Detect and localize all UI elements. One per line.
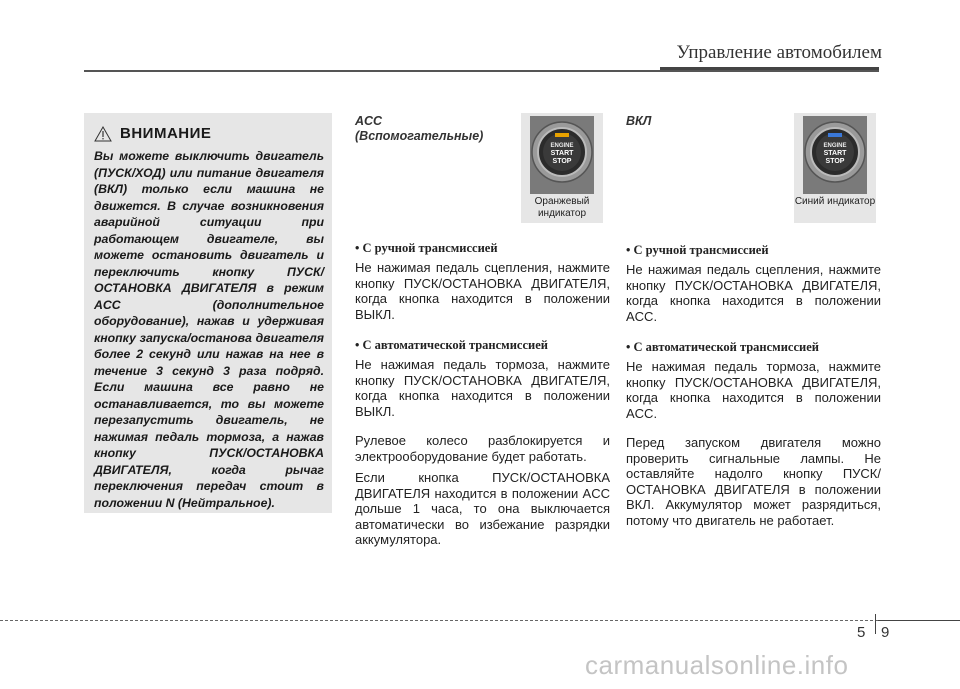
on-auto-text: Не нажимая педаль тормоза, нажмите кнопку ПУСК/ОСТАНОВКА ДВИГАТЕЛЯ, когда кнопка находится в положении ACC. bbox=[626, 359, 881, 421]
on-title: ВКЛ bbox=[626, 114, 652, 128]
engine-start-button-icon bbox=[803, 116, 867, 194]
on-btn-line3: STOP bbox=[825, 158, 845, 165]
engine-start-button-icon bbox=[530, 116, 594, 194]
footer-divider bbox=[875, 614, 876, 634]
acc-indicator-lamp bbox=[555, 133, 569, 137]
acc-btn-line1: ENGINE bbox=[550, 143, 574, 149]
warning-text: Вы можете выключить двигатель (ПУСК/ХОД) или питание двигателя (ВКЛ) только если машина не движется. В случае возникновения аварийной ситуации при работающем двигателе, вы можете остановить двигатель и переключить кнопку ПУСК/ОСТАНОВКА ДВИГАТЕЛЯ в режим ACC (дополнительное оборудование), нажав и удерживая кнопку запуска/останова двигателя более 2 секунд или нажав на нее в течение 3 секунд 3 раза подряд. Если машина все равно не останавливается, то вы можете перезапустить двигатель, не нажимая педаль тормоза, а нажав кнопку ПУСК/ОСТАНОВКА ДВИГАТЕЛЯ, когда рычаг переключения передач стоит в положении N (Нейтральное). bbox=[94, 149, 324, 510]
header-rule bbox=[84, 70, 879, 72]
acc-btn-line3: STOP bbox=[552, 158, 572, 165]
footer-rule-accent bbox=[878, 620, 960, 621]
acc-para-steering: Рулевое колесо разблокируется и электрооборудование будет работать. bbox=[355, 433, 610, 464]
on-indicator-lamp bbox=[828, 133, 842, 137]
on-button-figure bbox=[794, 113, 876, 223]
acc-button-figure bbox=[521, 113, 603, 223]
warning-header bbox=[94, 125, 324, 142]
acc-manual-text: Не нажимая педаль сцепления, нажмите кнопку ПУСК/ОСТАНОВКА ДВИГАТЕЛЯ, когда кнопка находится в положении ВЫКЛ. bbox=[355, 260, 610, 322]
on-auto-heading: • С автоматической трансмиссией bbox=[626, 340, 819, 354]
acc-title: ACC bbox=[355, 114, 383, 128]
on-column bbox=[626, 113, 881, 528]
page-number: 9 bbox=[881, 624, 890, 641]
acc-btn-line2: START bbox=[550, 150, 574, 157]
chapter-number: 5 bbox=[857, 624, 866, 641]
acc-manual-heading: • С ручной трансмиссией bbox=[355, 241, 498, 255]
acc-para-timeout: Если кнопка ПУСК/ОСТАНОВКА ДВИГАТЕЛЯ находится в положении ACC дольше 1 часа, то она выключается автоматически во избежание разрядки аккумулятора. bbox=[355, 470, 610, 547]
on-btn-line2: START bbox=[823, 150, 847, 157]
warning-box bbox=[84, 113, 332, 513]
on-btn-line1: ENGINE bbox=[823, 143, 847, 149]
warning-title: ВНИМАНИЕ bbox=[120, 125, 212, 142]
on-manual-text: Не нажимая педаль сцепления, нажмите кнопку ПУСК/ОСТАНОВКА ДВИГАТЕЛЯ, когда кнопка находится в положении ACC. bbox=[626, 262, 881, 324]
acc-auto-text: Не нажимая педаль тормоза, нажмите кнопку ПУСК/ОСТАНОВКА ДВИГАТЕЛЯ, когда кнопка находится в положении ВЫКЛ. bbox=[355, 357, 610, 419]
page-header-title: Управление автомобилем bbox=[676, 42, 882, 63]
warning-triangle-icon bbox=[94, 126, 112, 142]
on-indicator-caption: Синий индикатор bbox=[794, 196, 876, 207]
acc-auto-heading: • С автоматической трансмиссией bbox=[355, 338, 548, 352]
on-para-check: Перед запуском двигателя можно проверить сигнальные лампы. Не оставляйте надолго кнопку ПУСК/ОСТАНОВКА ДВИГАТЕЛЯ в положении ВКЛ. Аккумулятор может разрядиться, потому что двигатель не работает. bbox=[626, 435, 881, 528]
footer-rule bbox=[0, 620, 878, 621]
acc-column bbox=[355, 113, 610, 548]
watermark: carmanualsonline.info bbox=[585, 650, 849, 680]
acc-indicator-caption: Оранжевый индикатор bbox=[534, 196, 590, 219]
acc-subtitle: (Вспомогательные) bbox=[355, 129, 484, 143]
on-manual-heading: • С ручной трансмиссией bbox=[626, 243, 769, 257]
